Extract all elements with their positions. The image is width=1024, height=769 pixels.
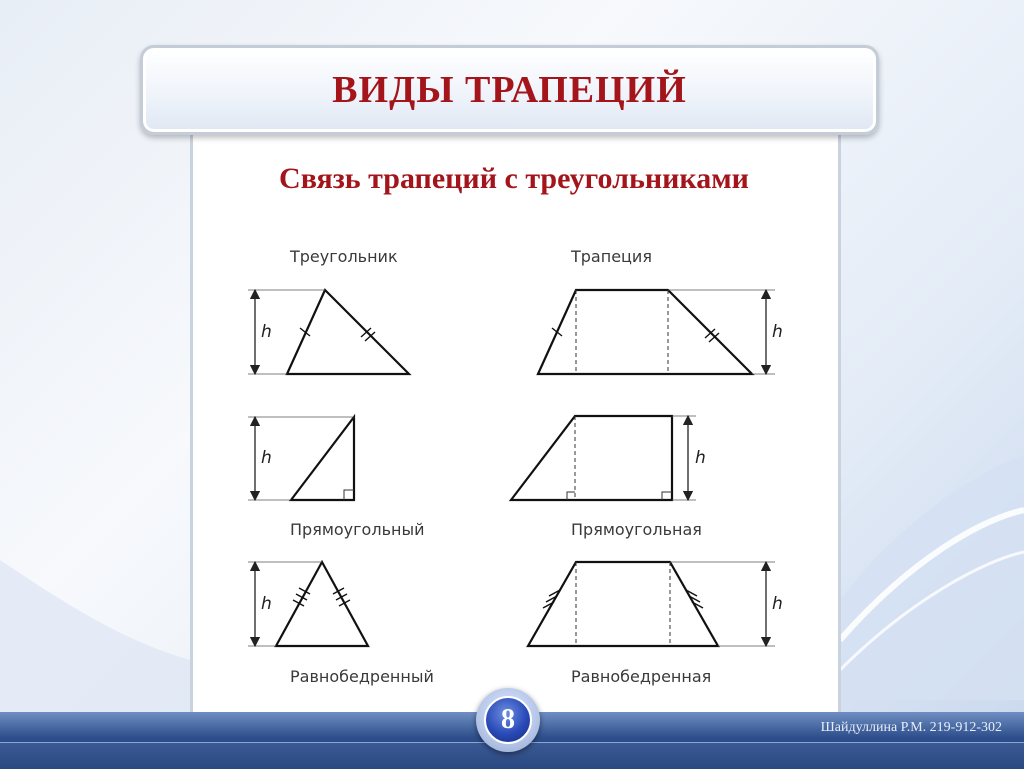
isosceles-trapezoid-label: Равнобедренная [571, 667, 712, 686]
slide-subtitle: Связь трапеций с треугольниками [279, 162, 749, 195]
right-triangle-shape [291, 417, 354, 500]
height-label-isosceles-trapezoid: h [772, 594, 783, 614]
right-trapezoid-label: Прямоугольная [571, 520, 702, 539]
height-label-right-triangle: h [261, 448, 272, 468]
isosceles-triangle-shape [276, 562, 368, 646]
isosceles-triangle-label: Равнобедренный [290, 667, 434, 686]
right-trapezoid-shape [511, 416, 672, 500]
slide-title: ВИДЫ ТРАПЕЦИЙ [332, 69, 687, 111]
triangle-column-header: Треугольник [290, 247, 398, 266]
page-number: 8 [484, 696, 532, 744]
height-label-triangle: h [261, 322, 272, 342]
height-label-trapezoid: h [772, 322, 783, 342]
height-label-right-trapezoid: h [695, 448, 706, 468]
trapezoid-shape [538, 290, 752, 374]
right-triangle-label: Прямоугольный [290, 520, 425, 539]
isosceles-trapezoid-shape [528, 562, 718, 646]
page-number-badge [476, 688, 540, 752]
height-label-isosceles-triangle: h [261, 594, 272, 614]
author-credit: Шайдуллина Р.М. 219-912-302 [820, 720, 1002, 735]
trapezoid-column-header: Трапеция [571, 247, 652, 266]
